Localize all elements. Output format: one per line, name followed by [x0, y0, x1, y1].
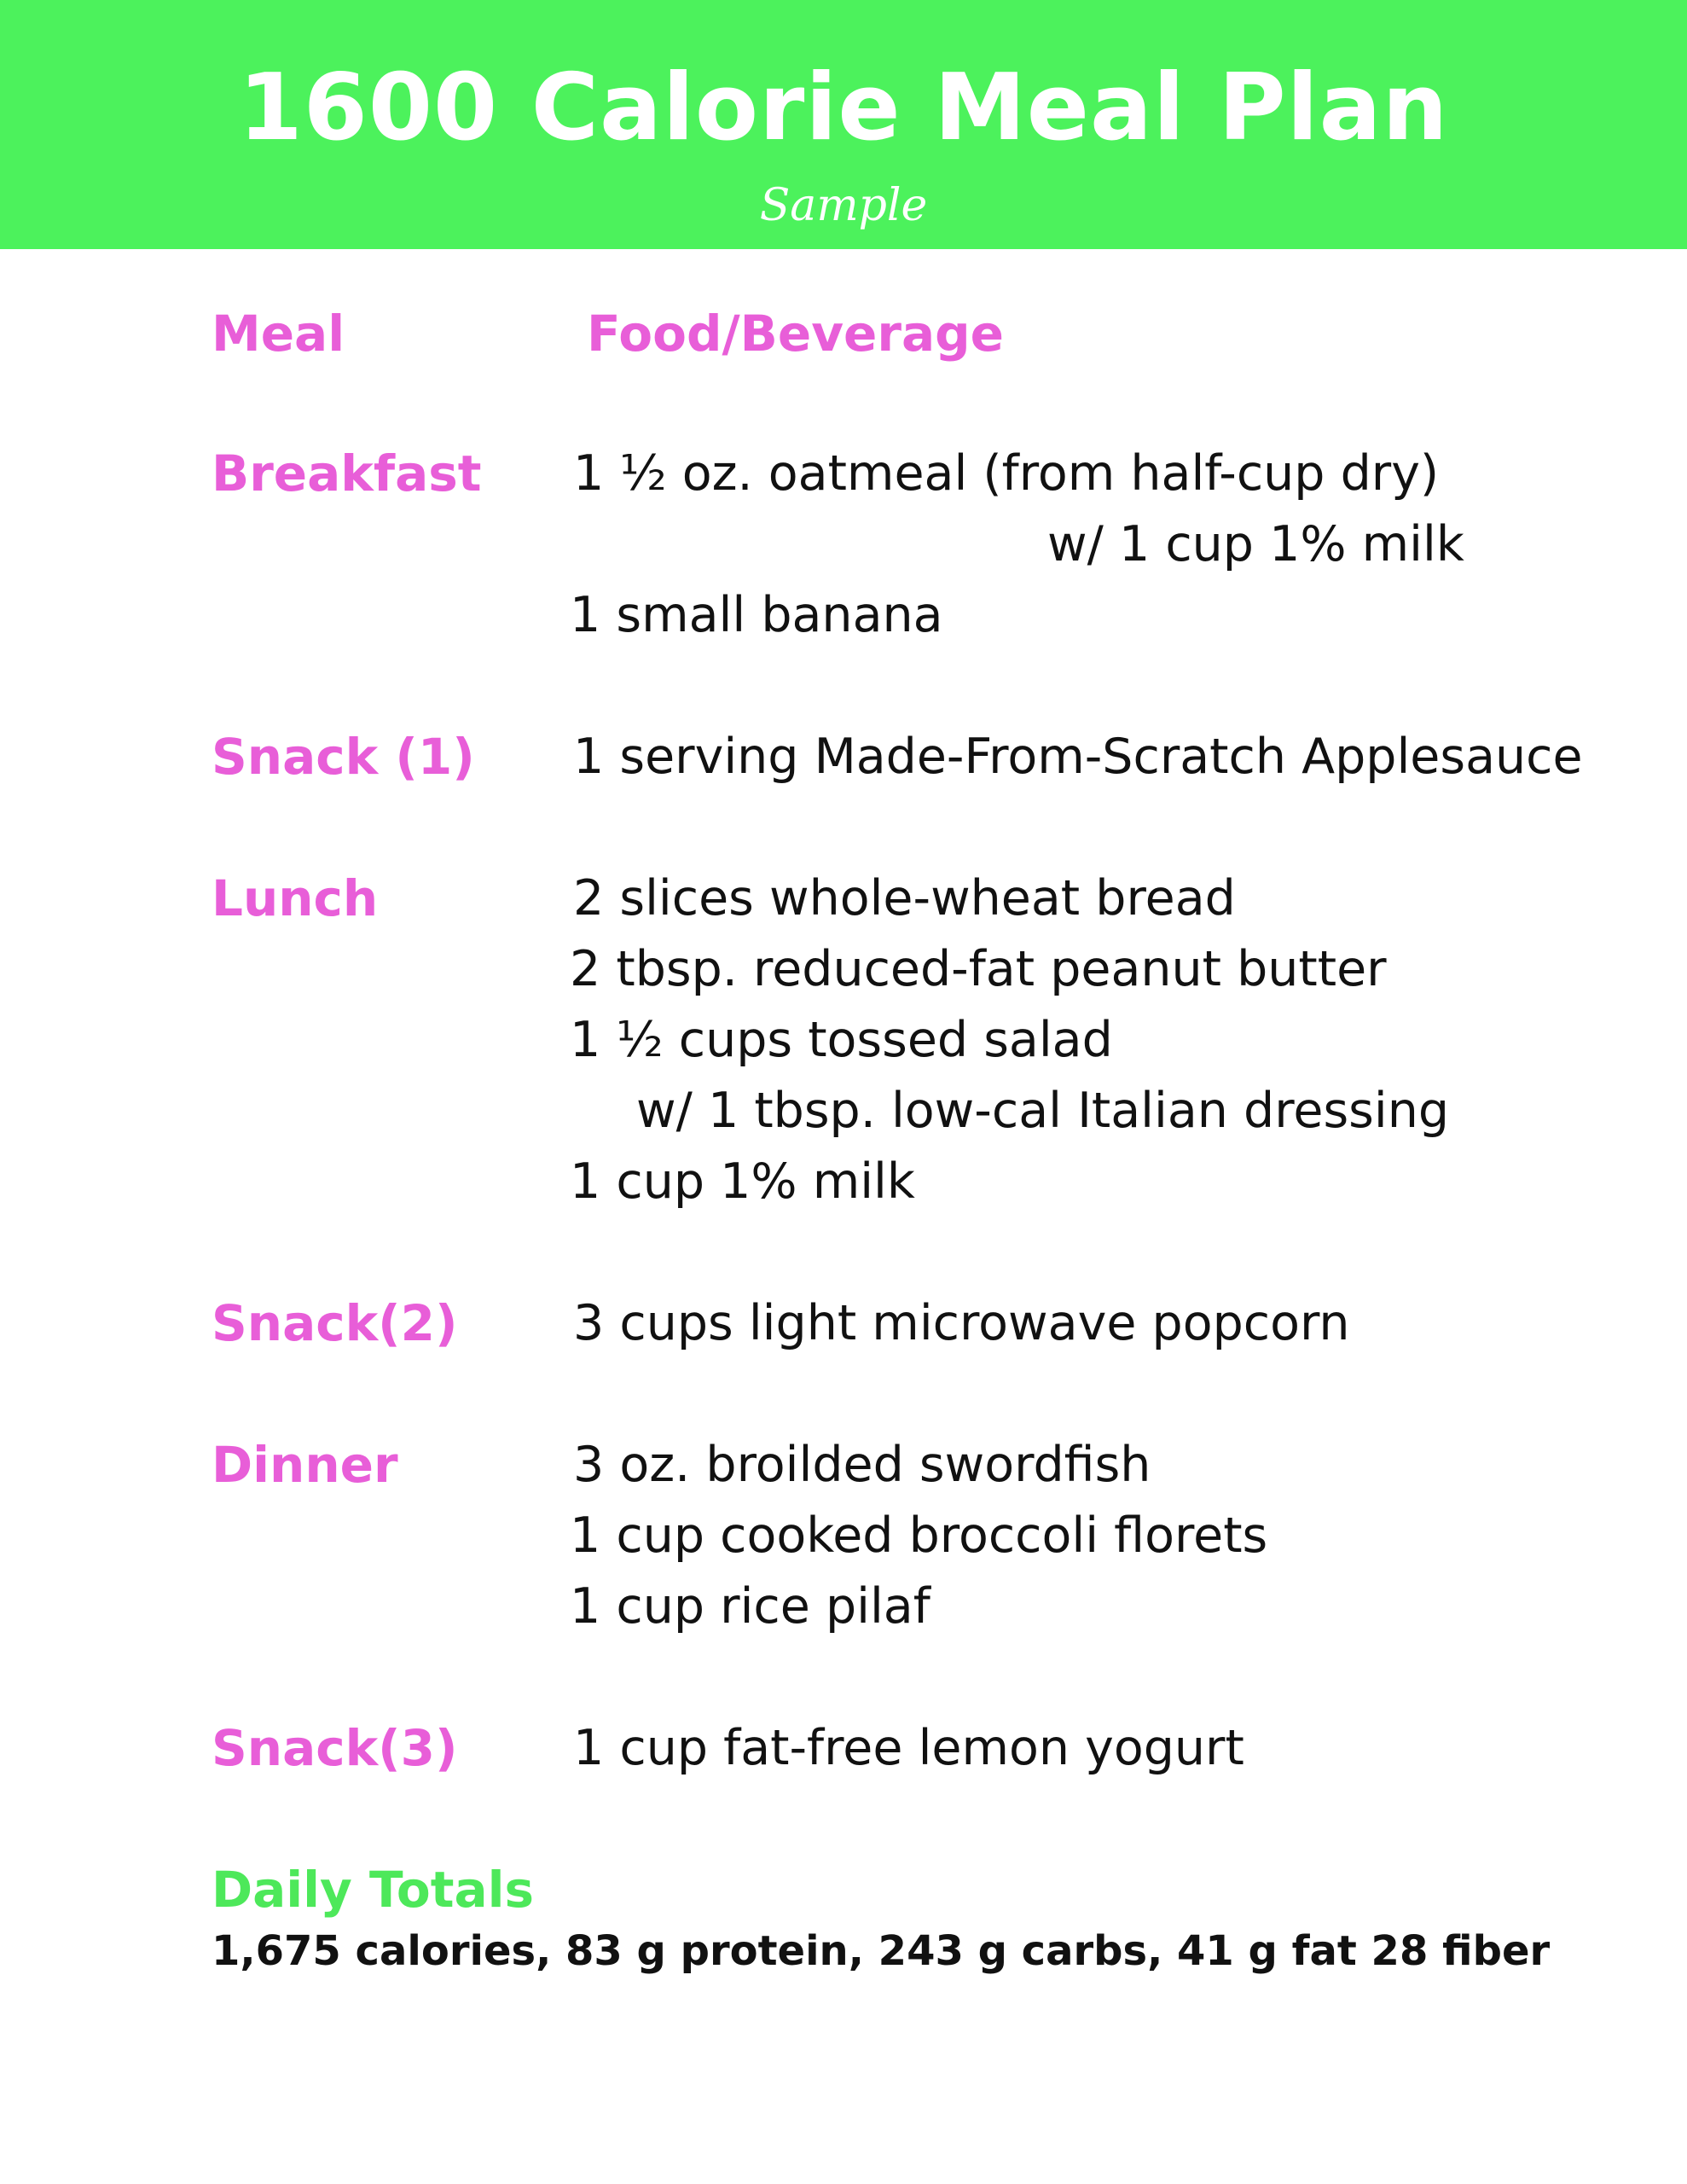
- food-item: 1 small banana: [570, 587, 943, 643]
- food-item: w/ 1 tbsp. low-cal Italian dressing: [636, 1083, 1449, 1139]
- page-subtitle: Sample: [759, 180, 928, 231]
- meal-label-dinner: Dinner: [212, 1436, 398, 1494]
- food-item: 3 cups light microwave popcorn: [573, 1295, 1350, 1351]
- food-item: 1 cup cooked broccoli florets: [570, 1507, 1268, 1564]
- meal-label-snack-1: Snack (1): [212, 728, 475, 786]
- meal-label-snack-3: Snack(3): [212, 1719, 458, 1777]
- food-item: 1 serving Made-From-Scratch Applesauce: [573, 729, 1583, 785]
- meal-label-breakfast: Breakfast: [212, 444, 482, 502]
- page-title: 1600 Calorie Meal Plan: [238, 55, 1449, 161]
- meal-label-lunch: Lunch: [212, 869, 379, 927]
- food-item: 3 oz. broilded swordfish: [573, 1437, 1151, 1493]
- food-item: 1 cup rice pilaf: [570, 1578, 930, 1635]
- meal-label-snack-2: Snack(2): [212, 1294, 458, 1352]
- daily-totals-summary: 1,675 calories, 83 g protein, 243 g carbs, 41 g fat 28 fiber: [212, 1927, 1551, 1975]
- food-item: 2 tbsp. reduced-fat peanut butter: [570, 941, 1387, 997]
- food-item: 1 ½ cups tossed salad: [570, 1012, 1113, 1068]
- food-item: 1 ½ oz. oatmeal (from half-cup dry): [573, 445, 1440, 502]
- daily-totals-heading: Daily Totals: [212, 1861, 535, 1919]
- food-item: 2 slices whole-wheat bread: [573, 870, 1236, 926]
- column-header-meal: Meal: [212, 305, 345, 363]
- food-item: 1 cup 1% milk: [570, 1153, 915, 1210]
- food-item: w/ 1 cup 1% milk: [1047, 516, 1464, 572]
- food-item: 1 cup fat-free lemon yogurt: [573, 1720, 1244, 1776]
- column-header-food: Food/Beverage: [587, 305, 1004, 363]
